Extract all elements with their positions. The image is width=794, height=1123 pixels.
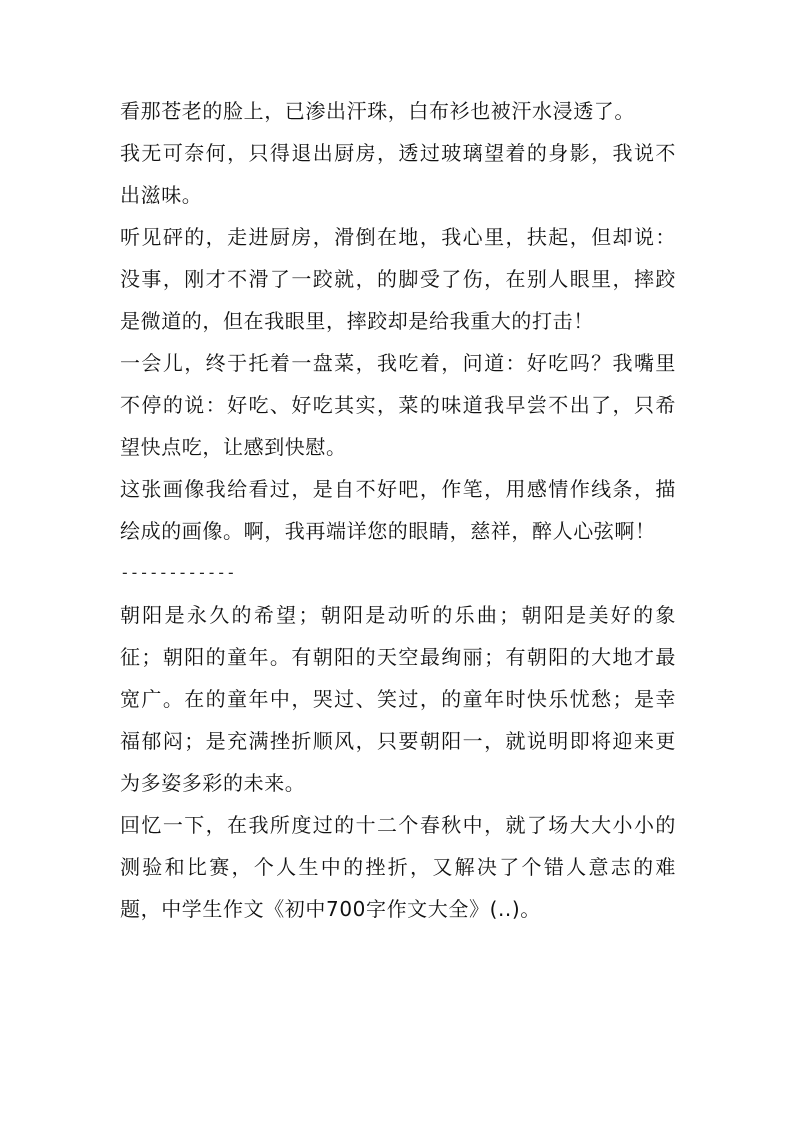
paragraph-fall: 听见砰的，走进厨房，滑倒在地，我心里，扶起，但却说：没事，刚才不滑了一跤就，的脚受了伤，在别人眼里，摔跤是微道的，但在我眼里，摔跤却是给我重大的打击！ bbox=[120, 225, 676, 333]
section-divider: ------------ bbox=[120, 563, 236, 582]
paragraph-kitchen-window: 我无可奈何，只得退出厨房，透过玻璃望着的身影，我说不出滋味。 bbox=[120, 141, 676, 207]
paragraph-dish: 一会儿，终于托着一盘菜，我吃着，问道：好吃吗？我嘴里不停的说：好吃、好吃其实，菜的味道我早尝不出了，只希望快点吃，让感到快慰。 bbox=[120, 351, 676, 459]
paragraph-sweat: 看那苍老的脸上，已渗出汗珠，白布衫也被汗水浸透了。 bbox=[120, 99, 635, 123]
paragraph-morning-sun: 朝阳是永久的希望；朝阳是动听的乐曲；朝阳是美好的象征；朝阳的童年。有朝阳的天空最绚丽；有朝阳的大地才最宽广。在的童年中，哭过、笑过，的童年时快乐忧愁；是幸福郁闷；是充满挫折顺风，只要朝阳一，就说明即将迎来更为多姿多彩的未来。 bbox=[120, 603, 676, 795]
document-page bbox=[120, 90, 676, 930]
paragraph-portrait: 这张画像我给看过，是自不好吧，作笔，用感情作线条，描绘成的画像。啊，我再端详您的眼睛，慈祥，醉人心弦啊！ bbox=[120, 477, 676, 543]
paragraph-memories: 回忆一下，在我所度过的十二个春秋中，就了场大大小小的测验和比赛，个人生中的挫折，又解决了个错人意志的难题，中学生作文《初中700字作文大全》(..)。 bbox=[120, 813, 676, 921]
